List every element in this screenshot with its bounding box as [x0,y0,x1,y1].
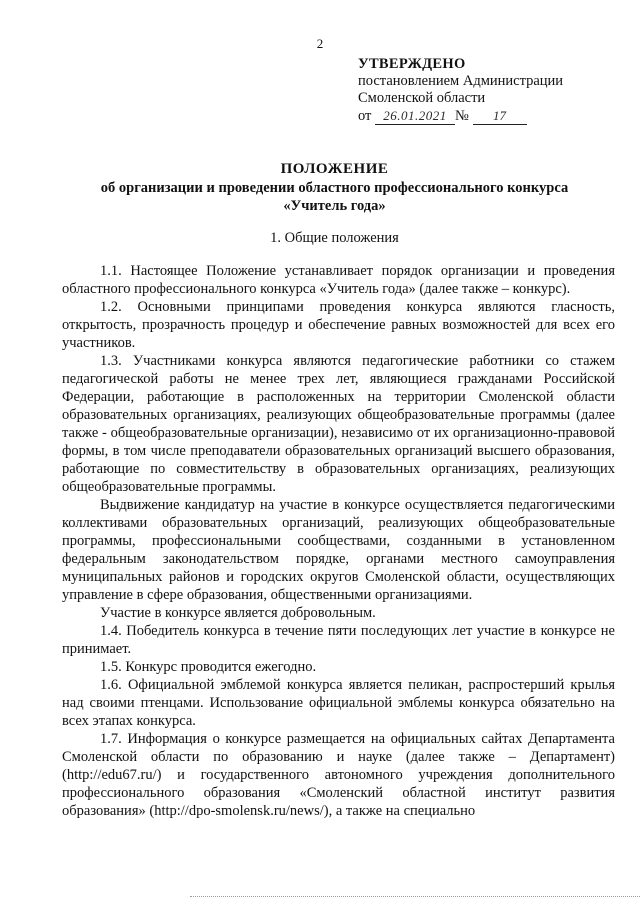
paragraph-1-2: 1.2. Основными принципами проведения конкурса являются гласность, открытость, прозрачность процедур и обеспечение равных возможностей для всех его участников. [62,299,615,351]
title-line-2: об организации и проведении областного профессионального конкурса [100,180,569,196]
paragraph-voluntary: Участие в конкурсе является добровольным. [100,605,376,621]
scan-footer-line [190,896,640,897]
approval-number-prefix: № [455,108,469,124]
title-main: ПОЛОЖЕНИЕ [280,161,389,177]
paragraph-nomination: Выдвижение кандидатур на участие в конкурсе осуществляется педагогическими коллективами образовательных организаций, реализующих общеобразовательные программы, профессиональными сообществами, созданными в установленном федеральным законодательством порядке, органами местного самоуправления муниципальных районов и городских округов Смоленской области, осуществляющих управление в сфере образования, общественными организациями. [62,497,615,603]
approval-line-2: Смоленской области [358,90,486,106]
approval-date-line [358,107,618,125]
approval-date-prefix: от [358,108,372,124]
approval-line-1: постановлением Администрации [358,73,564,89]
document-title [62,160,607,215]
paragraph-1-1: 1.1. Настоящее Положение устанавливает порядок организации и проведения областного профессионального конкурса «Учитель года» (далее также – конкурс). [62,263,615,297]
paragraph-1-3: 1.3. Участниками конкурса являются педагогические работники со стажем педагогической работы не менее трех лет, являющиеся гражданами Российской Федерации, работающие в расположенных на территории Смоленской области образовательных организациях, реализующих общеобразовательные программы (далее также - общеобразовательные организации), независимо от их организационно-правовой формы, в том числе преподаватели образовательных организаций высшего образования, работающие по совместительству в образовательных организациях, реализующих общеобразовательные программы. [62,353,615,495]
paragraph-1-4: 1.4. Победитель конкурса в течение пяти последующих лет участие в конкурсе не принимает. [62,623,615,657]
approval-number-handwritten: 17 [473,107,527,125]
approval-date-handwritten: 26.01.2021 [375,107,455,125]
page-number: 2 [316,36,324,51]
section-heading: 1. Общие положения [270,230,399,246]
paragraph-1-6: 1.6. Официальной эмблемой конкурса является пеликан, распростерший крылья над своими птенцами. Использование официальной эмблемы конкурса обязательно на всех этапах конкурса. [62,677,615,729]
approval-stamp-block [358,56,618,125]
approval-heading: УТВЕРЖДЕНО [358,56,466,72]
title-line-3: «Учитель года» [283,198,386,214]
paragraph-1-5: 1.5. Конкурс проводится ежегодно. [100,659,317,675]
document-body [62,262,615,820]
paragraph-1-7: 1.7. Информация о конкурсе размещается на официальных сайтах Департамента Смоленской области по образованию и науке (далее также – Департамент) (http://edu67.ru/) и государственного автономного учреждения дополнительного профессионального образования «Смоленский областной институт развития образования» (http://dpo-smolensk.ru/news/), а также на специально [62,731,615,819]
